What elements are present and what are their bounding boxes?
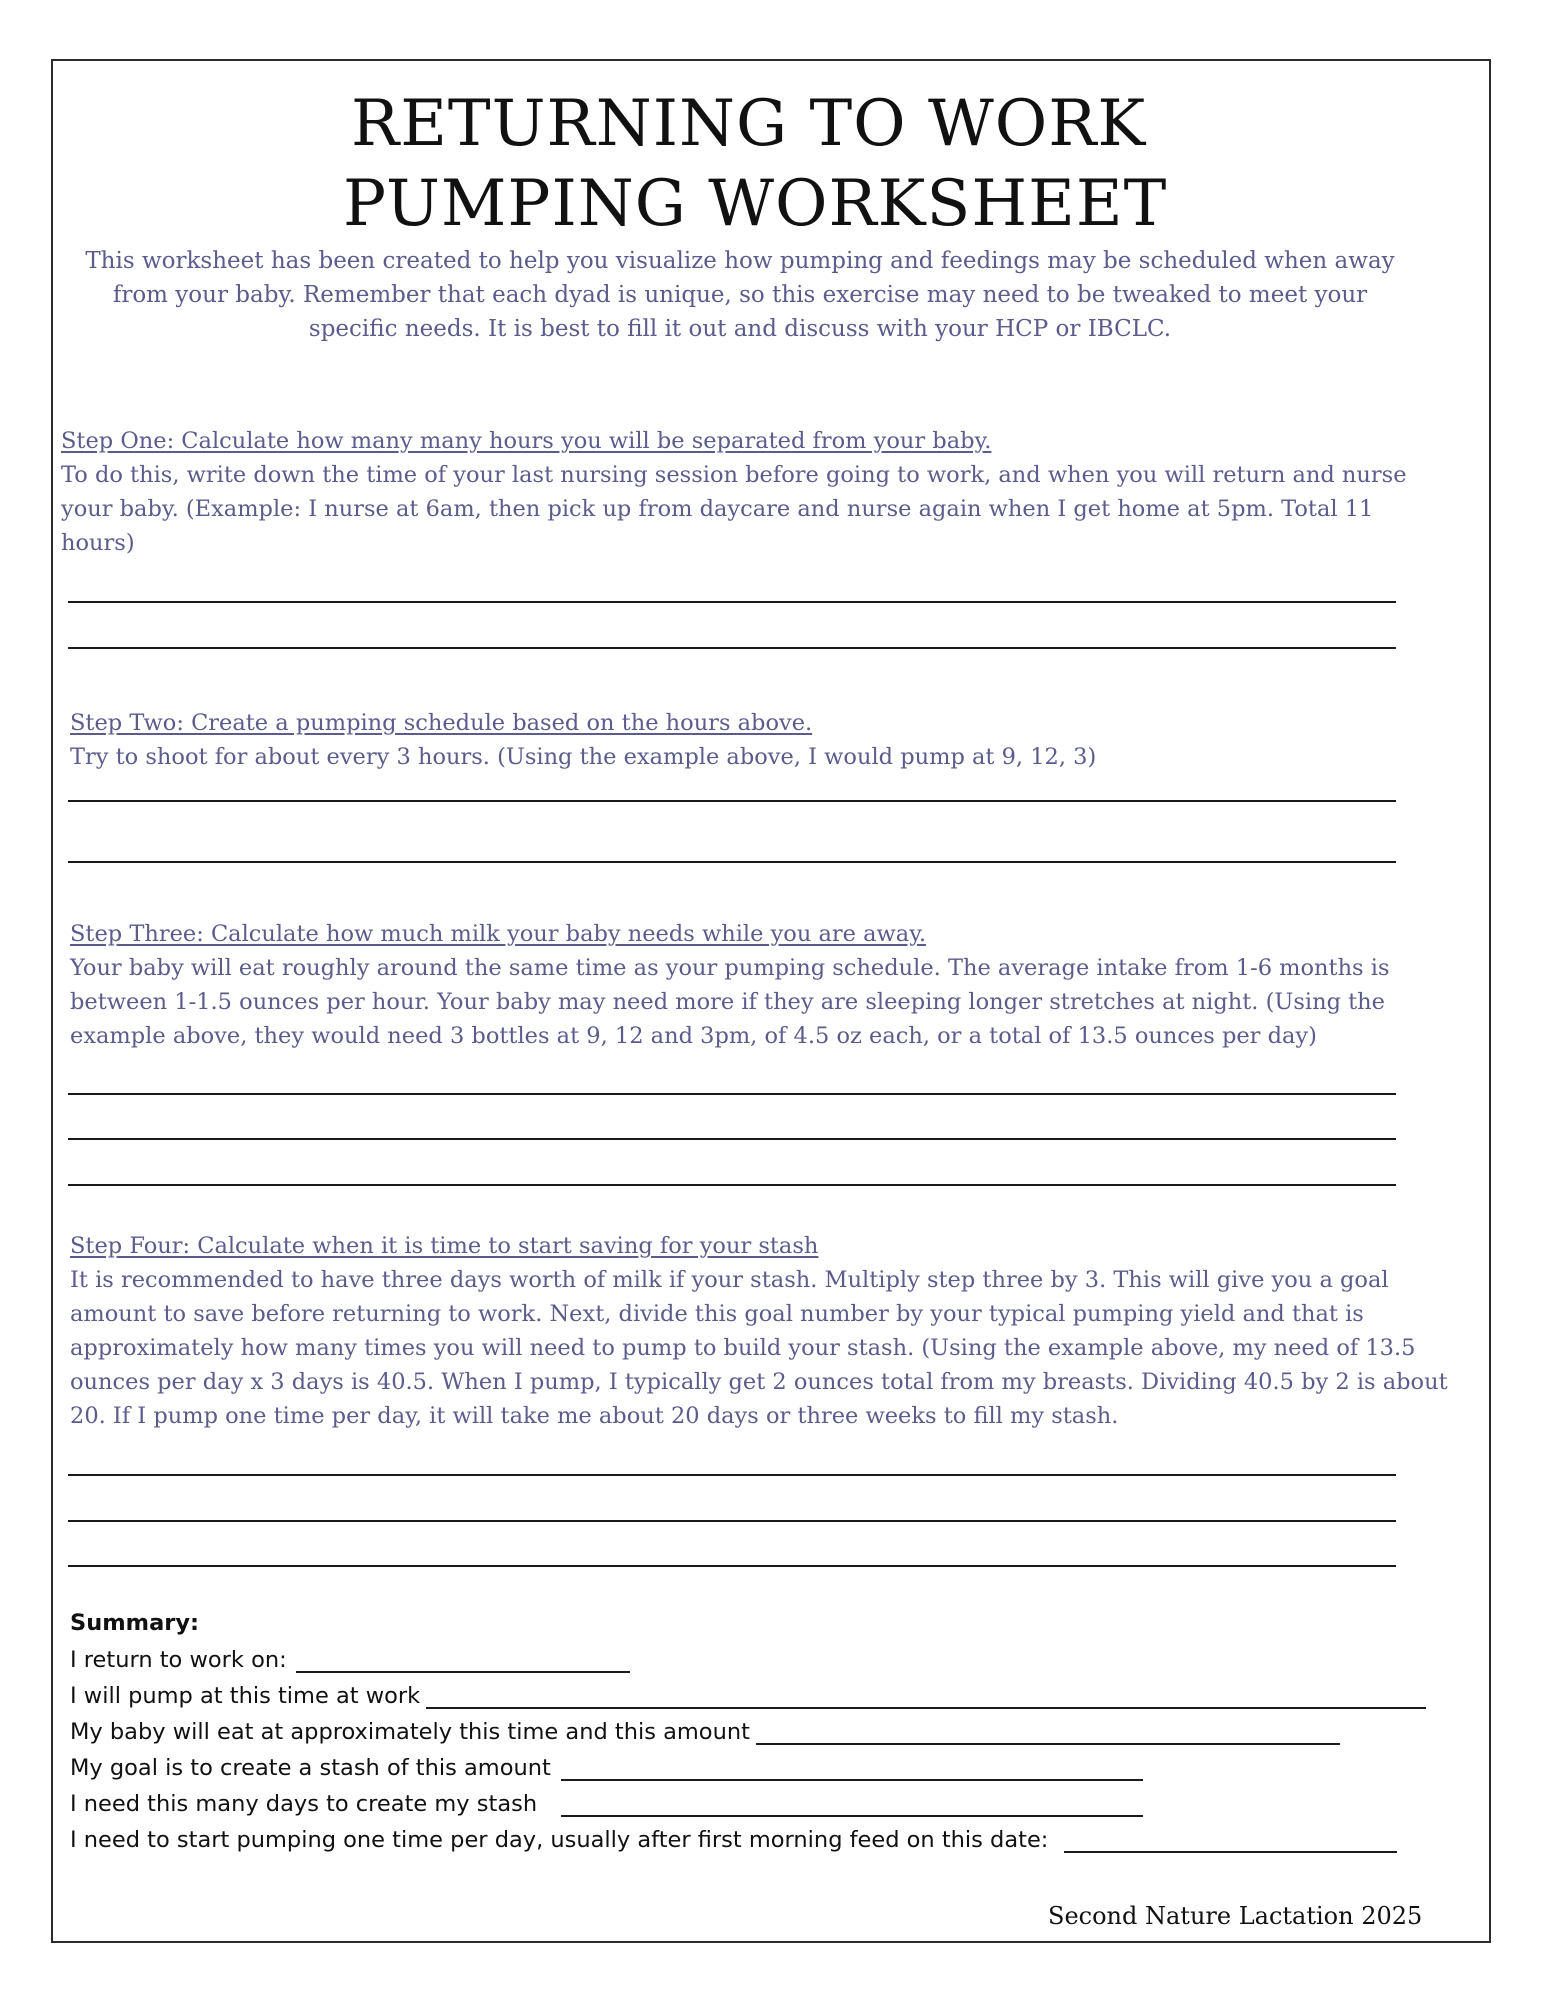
return-date-field[interactable] (296, 1671, 630, 1673)
summary-label: My baby will eat at approximately this time and this amount (70, 1719, 750, 1745)
step-two-answer-line-2[interactable] (68, 861, 1396, 863)
step-four-heading: Step Four: Calculate when it is time to start saving for your stash (70, 1233, 819, 1259)
title-line-1: RETURNING TO WORK (351, 87, 1147, 161)
summary-row-baby-feeding (70, 1714, 1470, 1750)
step-four-answer-line-3[interactable] (68, 1565, 1396, 1567)
summary-label: I need to start pumping one time per day, usually after first morning feed on this date: (70, 1827, 1049, 1853)
step-one-heading: Step One: Calculate how many many hours you will be separated from your baby. (61, 428, 992, 454)
step-four-answer-line-2[interactable] (68, 1520, 1396, 1522)
step-three-heading: Step Three: Calculate how much milk your baby needs while you are away. (70, 921, 927, 947)
step-two-heading: Step Two: Create a pumping schedule based on the hours above. (70, 710, 813, 736)
step-one-body: To do this, write down the time of your last nursing session before going to work, and when you will return and nurse your baby. (Example: I nurse at 6am, then pick up from daycare and nurse again when I get home at 5pm. Total 11 hours) (61, 462, 1407, 556)
start-date-field[interactable] (1064, 1851, 1397, 1853)
title-line-2: PUMPING WORKSHEET (343, 167, 1168, 241)
step-four-answer-line-1[interactable] (68, 1474, 1396, 1476)
summary-row-days-needed (70, 1786, 1470, 1822)
stash-goal-field[interactable] (561, 1779, 1143, 1781)
summary-row-return-date (70, 1642, 1470, 1678)
step-two-answer-line-1[interactable] (68, 800, 1396, 802)
summary-label: I need this many days to create my stash (70, 1791, 538, 1817)
baby-feeding-field[interactable] (756, 1743, 1340, 1745)
summary-section (70, 1605, 1470, 1858)
summary-label: I will pump at this time at work (70, 1683, 421, 1709)
step-two (70, 706, 1460, 774)
step-one-answer-line-1[interactable] (68, 601, 1396, 603)
step-three-answer-line-1[interactable] (68, 1093, 1396, 1095)
summary-heading: Summary: (70, 1610, 200, 1636)
step-three-body: Your baby will eat roughly around the same time as your pumping schedule. The average intake from 1-6 months is between 1-1.5 ounces per hour. Your baby may need more if they are sleeping longer stretches at night. (Using the example above, they would need 3 bottles at 9, 12 and 3pm, of 4.5 oz each, or a total of 13.5 ounces per day) (70, 955, 1390, 1049)
step-one-answer-line-2[interactable] (68, 647, 1396, 649)
summary-row-stash-goal (70, 1750, 1470, 1786)
step-two-body: Try to shoot for about every 3 hours. (Using the example above, I would pump at 9, 12, 3) (70, 744, 1097, 770)
step-three-answer-line-2[interactable] (68, 1138, 1396, 1140)
step-four (70, 1229, 1470, 1433)
summary-row-pump-times (70, 1678, 1470, 1714)
summary-label: My goal is to create a stash of this amount (70, 1755, 551, 1781)
intro-paragraph: This worksheet has been created to help you visualize how pumping and feedings may be scheduled when away from your baby. Remember that each dyad is unique, so this exercise may need to be tweaked to meet your specific needs. It is best to fill it out and discuss with your HCP or IBCLC. (85, 248, 1395, 342)
days-needed-field[interactable] (561, 1815, 1143, 1817)
step-three (70, 917, 1470, 1053)
summary-row-start-date (70, 1822, 1470, 1858)
step-three-answer-line-3[interactable] (68, 1184, 1396, 1186)
step-four-body: It is recommended to have three days worth of milk if your stash. Multiply step three by 3. This will give you a goal amount to save before returning to work. Next, divide this goal number by your typical pumping yield and that is approximately how many times you will need to pump to build your stash. (Using the example above, my need of 13.5 ounces per day x 3 days is 40.5. When I pump, I typically get 2 ounces total from my breasts. Dividing 40.5 by 2 is about 20. If I pump one time per day, it will take me about 20 days or three weeks to fill my stash. (70, 1267, 1448, 1429)
pump-times-field[interactable] (426, 1707, 1426, 1709)
summary-label: I return to work on: (70, 1647, 287, 1673)
footer-credit: Second Nature Lactation 2025 (1048, 1902, 1423, 1930)
step-one (61, 424, 1451, 560)
